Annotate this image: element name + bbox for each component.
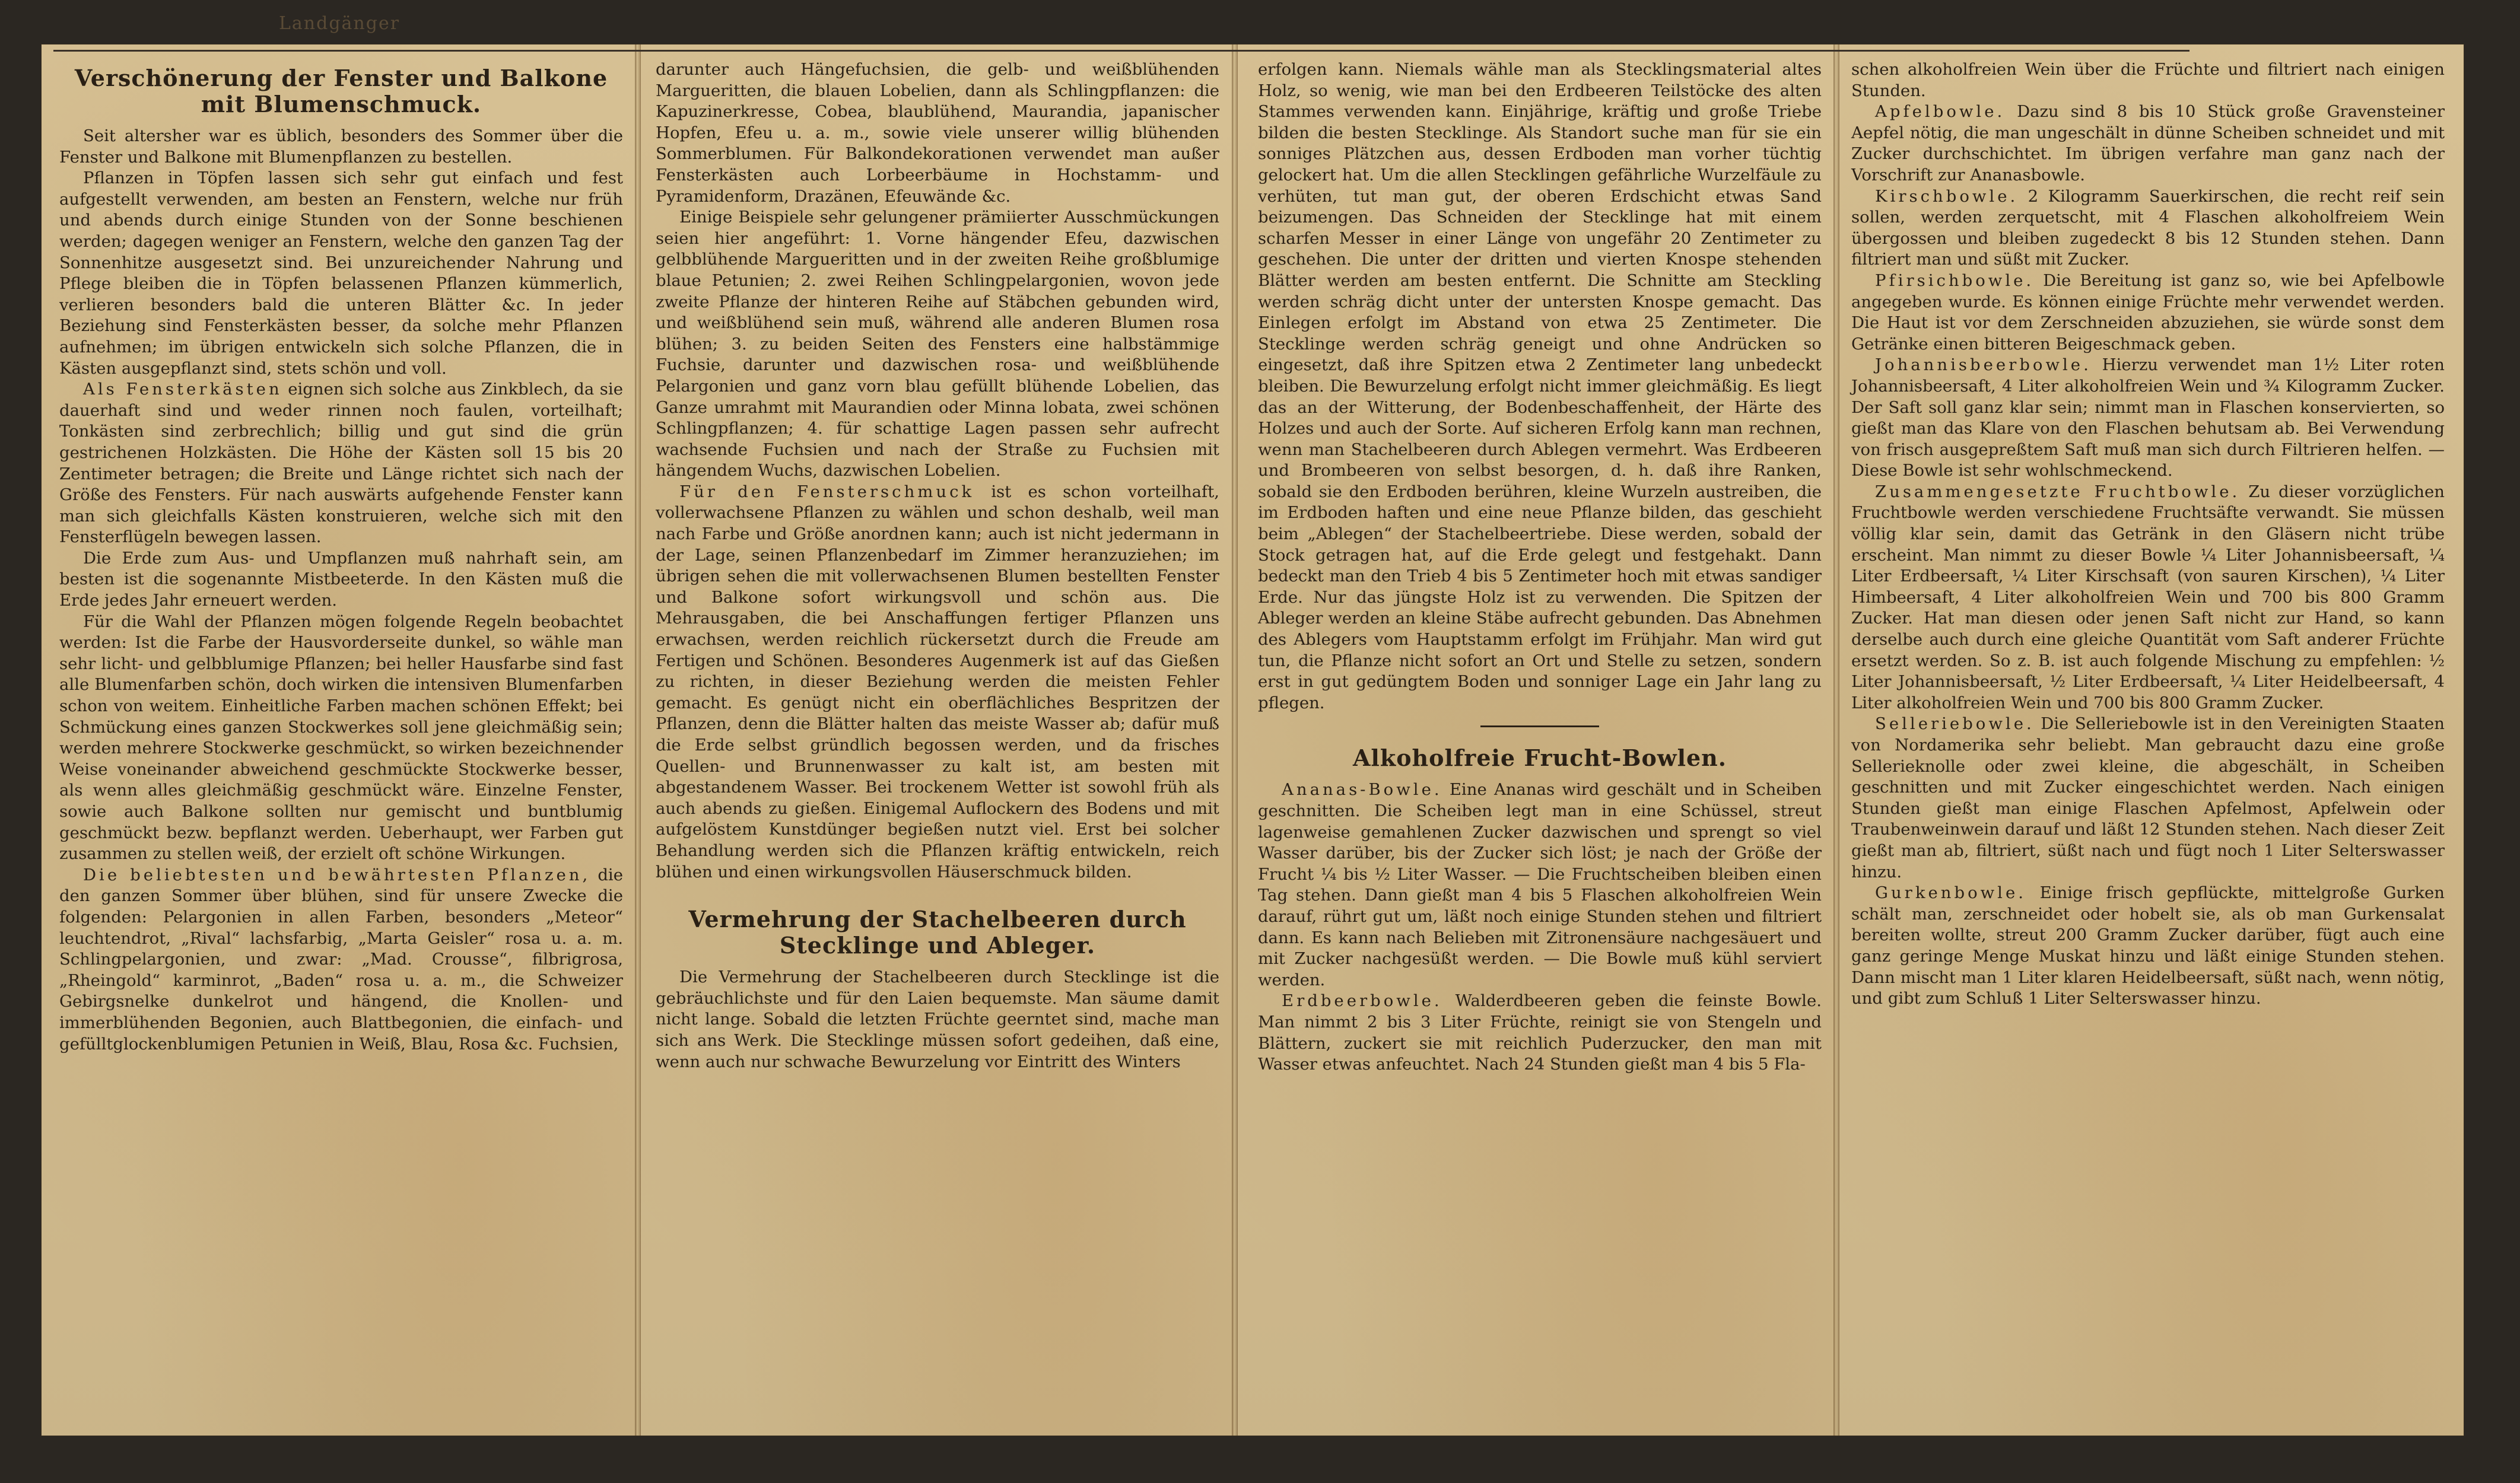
paragraph: [59, 865, 623, 1055]
paragraph: Pflanzen in Töpfen lassen sich sehr gut einfach und fest aufgestellt verwenden, am besten an Fenstern, welche nur früh und abends durch einige Stunden von der Sonne beschienen werden; dagegen weniger an Fenstern, welche den ganzen Tag der Sonnenhitze ausgesetzt sind. Bei unzureichender Nahrung und Pflege bleiben die in Töpfen belassenen Pflanzen kümmerlich, verlieren besonders bald die unteren Blätter &c. In jeder Beziehung sind Fensterkästen besser, da solche mehr Pflanzen aufnehmen; im übrigen entwickeln sich solche Pflanzen, die in Kästen ausgepflanzt sind, stets schön und voll.: [59, 168, 623, 378]
paragraph: Seit altersher war es üblich, besonders des Sommer über die Fenster und Balkone mit Blumenpflanzen zu bestellen.: [59, 126, 623, 167]
lead-in-label: Zusammengesetzte Fruchtbowle.: [1875, 482, 2241, 501]
column-4: [1851, 59, 2445, 1010]
lead-in-label: Kirschbowle.: [1875, 186, 2019, 206]
paragraph: Einige Beispiele sehr gelungener prämiierter Ausschmückungen seien hier angeführt: 1. Vorne hängender Efeu, dazwischen gelbblühende Margueritten und in der zweiten Reihe großblumige blaue Petunien; 2. zwei Reihen Schlingpelargonien, wovon jede zweite Pflanze der hinteren Reihe auf Stäbchen gebunden wird, und weißblühend sein muß, während alle anderen Blumen rosa blühen; 3. zu beiden Seiten des Fensters eine halbstämmige Fuchsie, darunter und dazwischen rosa- und weißblühende Pelargonien und ganz vorn blau gefüllt blühende Lobelien, das Ganze umrahmt mit Maurandien oder Minna lobata, zwei schönen Schlingpflanzen; 4. für schattige Lagen passen sehr aufrecht wachsende Fuchsien und nach der Straße zu Fuchsien mit hängendem Wuchs, dazwischen Lobelien.: [656, 208, 1219, 480]
paragraph: erfolgen kann. Niemals wähle man als Stecklingsmaterial altes Holz, so wenig, wie man bei den Erdbeeren Teilstöcke des alten Stammes verwenden kann. Einjährige, kräftig und große Triebe bilden die besten Stecklinge. Als Standort suche man für sie ein sonniges Plätzchen aus, dessen Erdboden man vorher tüchtig gelockert hat. Um die allen Stecklingen gefährliche Wurzelfäule zu verhüten, tut man gut, der oberen Erdschicht etwas Sand beizumengen. Das Schneiden der Stecklinge hat mit einem scharfen Messer in einer Länge von ungefähr 20 Zentimeter zu geschehen. Die unter der dritten und vierten Knospe stehenden Blätter werden am besten entfernt. Die Schnitte am Steckling werden schräg dicht unter der untersten Knospe gemacht. Das Einlegen erfolgt im Abstand von etwa 25 Zentimeter. Die Stecklinge werden schräg geneigt und ohne Andrücken so eingesetzt, daß ihre Spitzen etwa 2 Zentimeter lang unbedeckt bleiben. Die Bewurzelung erfolgt nicht immer gleichmäßig. Es liegt das an der Witterung, der Bodenbeschaffenheit, der Härte des Holzes und auch der Sorte. Auf sicheren Erfolg kann man rechnen, wenn man Stachelbeeren durch Ablegen vermehrt. Was Erdbeeren und Brombeeren von selbst besorgen, d. h. daß ihre Ranken, sobald sie den Erdboden berühren, kleine Wurzeln austreiben, die im Erdboden haften und eine neue Pflanze bilden, das geschieht beim „Ablegen“ der Stachelbeertriebe. Diese werden, sobald der Stock getragen hat, auf die Erde gelegt und festgehakt. Dann bedeckt man den Trieb 4 bis 5 Zentimeter hoch mit etwas sandiger Erde. Nur das jüngste Holz ist zu verwenden. Die Spitzen der Ableger werden an kleine Stäbe aufrecht gebunden. Das Abnehmen des Ablegers vom Hauptstamm erfolgt im Frühjahr. Man wird gut tun, die Pflanze nicht sofort an Ort und Stelle zu setzen, sondern erst in gut gedüngtem Boden und sonniger Lage ein Jahr lang zu pflegen.: [1258, 60, 1822, 712]
column-1: [59, 59, 623, 1055]
article-title-bowlen: Alkoholfreie Frucht-Bowlen.: [1352, 744, 1727, 772]
fold-line: [635, 44, 641, 1436]
paragraph-text: Walderdbeeren geben die feinste Bowle. Man nimmt 2 bis 3 Liter Früchte, reinigt sie von Stengeln und Blättern, zuckert sie mit reichlich Puderzucker, den man mit Wasser etwas anfeuchtet. Nach 24 Stunden gießt man 4 bis 5 Fla-: [1258, 991, 1822, 1074]
column-3: [1258, 59, 1822, 1075]
lead-in-label: Apfelbowle.: [1875, 102, 2006, 122]
paragraph: schen alkoholfreien Wein über die Früchte und filtriert nach einigen Stunden.: [1851, 60, 2445, 100]
paragraph-text: Zu dieser vorzüglichen Fruchtbowle werden verschiedene Fruchtsäfte verwandt. Sie müssen völlig klar sein, damit das Getränk in den Gläsern nicht trübe erscheint. Man nimmt zu dieser Bowle ¼ Liter Johannisbeersaft, ¼ Liter Erdbeersaft, ¼ Liter Kirschsaft (von sauren Kirschen), ¼ Liter Himbeersaft, 4 Liter alkoholfreien Wein und 700 bis 800 Gramm Zucker. Hat man diesen oder jenen Saft nicht zur Hand, so kann derselbe auch durch eine gleiche Quantität vom Saft anderer Früchte ersetzt werden. So z. B. ist auch folgende Mischung zu empfehlen: ½ Liter Johannisbeersaft, ½ Liter Erdbeersaft, ¼ Liter Heidelbeersaft, 4 Liter alkoholfreien Wein und 700 bis 800 Gramm Zucker.: [1851, 482, 2445, 712]
paragraph: [1851, 186, 2445, 270]
column-2: [656, 59, 1219, 1073]
masthead-fragment: Landgänger: [279, 13, 401, 34]
lead-in-label: Als Fensterkästen: [83, 380, 282, 399]
section-divider: [1480, 725, 1599, 727]
paragraph-text: Hierzu verwendet man 1½ Liter roten Johannisbeersaft, 4 Liter alkoholfreien Wein und ¾ Kilogramm Zucker. Der Saft soll ganz klar sein; nimmt man in Flaschen konservierten, so gießt man das Klare von den Flaschen behutsam ab. Bei Verwendung von frisch ausgepreßtem Saft muß man sich durch Filtrieren helfen. — Diese Bowle ist sehr wohlschmeckend.: [1851, 355, 2445, 480]
paragraph: [1851, 101, 2445, 186]
article-title-fensterschmuck: Verschönerung der Fenster und Balkone mit Blumenschmuck.: [74, 65, 608, 117]
paragraph: [1851, 355, 2445, 482]
article-title-stachelbeeren: Vermehrung der Stachelbeeren durch Stecklinge und Ableger.: [688, 906, 1187, 959]
paragraph-text: Eine Ananas wird geschält und in Scheiben geschnitten. Die Scheiben legt man in eine Schüssel, streut lagenweise gemahlenen Zucker dazwischen und sprengt so viel Wasser darüber, bis der Zucker sich löst; je nach der Größe der Frucht ¼ bis ½ Liter Wasser. — Die Fruchtscheiben bleiben einen Tag stehen. Dann gießt man 4 bis 5 Flaschen alkoholfreien Wein darauf, rührt gut um, läßt noch einige Stunden stehen und filtriert dann. Es kann nach Belieben mit Zitronensäure nachgesäuert und mit Zucker nachgesüßt werden. — Die Bowle muß kühl serviert werden.: [1258, 780, 1822, 989]
lead-in-label: Die beliebtesten und bewährtesten Pflanzen,: [83, 865, 591, 884]
lead-in-label: Johannisbeerbowle.: [1875, 355, 2092, 375]
paragraph-text: Die Bereitung ist ganz so, wie bei Apfelbowle angegeben wurde. Es können einige Früchte mehr verwendet werden. Die Haut ist vor dem Zerschneiden abzuziehen, sie würde sonst dem Getränke einen bitteren Beigeschmack geben.: [1851, 270, 2445, 354]
lead-in-label: Erdbeerbowle.: [1282, 991, 1442, 1011]
paragraph: Die Vermehrung der Stachelbeeren durch Stecklinge ist die gebräuchlichste und für den Laien bequemste. Man säume damit nicht lange. Sobald die letzten Früchte geerntet sind, mache man sich ans Werk. Die Stecklinge müssen sofort gedeihen, daß eine, wenn auch nur schwache Bewurzelung vor Eintritt des Winters: [656, 968, 1219, 1071]
fold-line: [1833, 44, 1839, 1436]
top-rule: [53, 42, 2189, 52]
paragraph: darunter auch Hängefuchsien, die gelb- und weißblühenden Margueritten, die blauen Lobelien, dann als Schlingpflanzen: die Kapuzinerkresse, Cobea, blaublühend, Maurandia, japanischer Hopfen, Efeu u. a. m., sowie viele unserer willig blühenden Sommerblumen. Für Balkondekorationen verwendet man außer Fensterkästen auch Lorbeerbäume in Hochstamm- und Pyramidenform, Drazänen, Efeuwände &c.: [656, 60, 1219, 206]
paragraph-text: ist es schon vorteilhaft, vollerwachsene Pflanzen zu wählen und schon deshalb, weil man nach Farbe und Größe anordnen kann; auch ist nicht jedermann in der Lage, seinen Pflanzenbedarf im Zimmer heranzuziehen; im übrigen sehen die mit vollerwachsenen Blumen bestellten Fenster und Balkone sofort wirkungsvoll und schön aus. Die Mehrausgaben, die bei Anschaffungen fertiger Pflanzen uns erwachsen, werden reichlich rückersetzt durch die Freude am Fertigen und Schönen. Besonderes Augenmerk ist auf das Gießen zu richten, in dieser Beziehung werden die meisten Fehler gemacht. Es genügt nicht ein oberflächliches Bespritzen der Pflanzen, denn die Blätter halten das meiste Wasser ab; dafür muß die Erde selbst gründlich begossen werden, und da frisches Quellen- und Brunnenwasser zu kalt ist, am besten mit abgestandenem Wasser. Bei trockenem Wetter ist sowohl früh als auch abends zu gießen. Einigemal Auflockern des Bodens und mit aufgelöstem Kunstdünger begießen nutzt viel. Erst bei solcher Behandlung werden sich die Pflanzen kräftig entwickeln, reich blühen und einen wirkungsvollen Häuserschmuck bilden.: [656, 482, 1219, 881]
paragraph: [1851, 883, 2445, 1010]
paragraph: [1851, 482, 2445, 714]
paragraph: [1851, 714, 2445, 883]
paragraph: [59, 379, 623, 548]
paragraph-text: 2 Kilogramm Sauerkirschen, die recht reif sein sollen, werden zerquetscht, mit 4 Flaschen alkoholfreiem Wein übergossen und bleiben zugedeckt 8 bis 12 Stunden stehen. Dann filtriert man und süßt mit Zucker.: [1851, 186, 2445, 269]
paragraph: [1258, 779, 1822, 991]
lead-in-label: Pfirsichbowle.: [1875, 270, 2035, 290]
paragraph: [1258, 991, 1822, 1075]
lead-in-label: Selleriebowle.: [1875, 714, 2035, 734]
paragraph-text: eignen sich solche aus Zinkblech, da sie dauerhaft sind und weder rinnen noch faulen, vorteilhaft; Tonkästen sind zerbrechlich; billig und gut sind die grün gestrichenen Holzkästen. Die Höhe der Kästen soll 15 bis 20 Zentimeter betragen; die Breite und Länge richtet sich nach der Größe des Fensters. Für nach auswärts aufgehende Fenster kann man sich gleichfalls Kästen konstruieren, welche sich mit den Fensterflügeln bewegen lassen.: [59, 380, 623, 547]
lead-in-label: Gurkenbowle.: [1875, 883, 2026, 903]
paragraph-text: Dazu sind 8 bis 10 Stück große Gravensteiner Aepfel nötig, die man ungeschält in dünne Scheiben schneidet und mit Zucker durchschichtet. Im übrigen verfahre man ganz nach der Vorschrift zur Ananasbowle.: [1851, 102, 2445, 184]
paragraph-text: Die Selleriebowle ist in den Vereinigten Staaten von Nordamerika sehr beliebt. Man gebraucht dazu eine große Sellerieknolle oder zwei kleine, die abgeschält, in Scheiben geschnitten und mit Zucker eingeschichtet werden. Nach einigen Stunden gießt man einige Flaschen Apfelmost, Apfelwein oder Traubenweinwein darauf und läßt 12 Stunden stehen. Nach dieser Zeit gießt man ab, filtriert, süßt nach und fügt noch 1 Liter Selterswasser hinzu.: [1851, 714, 2445, 881]
paragraph: Die Erde zum Aus- und Umpflanzen muß nahrhaft sein, am besten ist die sogenannte Mistbeeterde. In den Kästen muß die Erde jedes Jahr erneuert werden.: [59, 548, 623, 610]
paragraph: [1851, 270, 2445, 355]
paragraph-text: Einige frisch gepflückte, mittelgroße Gurken schält man, zerschneidet oder hobelt sie, als ob man Gurkensalat bereiten wollte, streut 200 Gramm Zucker darüber, fügt auch eine ganz geringe Menge Muskat hinzu und läßt einige Stunden stehen. Dann mischt man 1 Liter klaren Heidelbeersaft, süßt nach, wenn nötig, und gibt zum Schluß 1 Liter Selterswasser hinzu.: [1851, 883, 2445, 1008]
lead-in-label: Für den Fensterschmuck: [679, 482, 975, 501]
paragraph: [656, 482, 1219, 883]
lead-in-label: Ananas-Bowle.: [1282, 780, 1442, 800]
paragraph-text: die den ganzen Sommer über blühen, sind für unsere Zwecke die folgenden: Pelargonien in allen Farben, besonders „Meteor“ leuchtendrot, „Rival“ lachsfarbig, „Marta Geisler“ rosa u. a. m. Schlingpelargonien, und zwar: „Mad. Crousse“, filbrigrosa, „Rheingold“ karminrot, „Baden“ rosa u. a. m., die Schweizer Gebirgsnelke dunkelrot und hängend, die Knollen- und immerblühenden Begonien, auch Blattbegonien, die einfach- und gefülltglockenblumigen Petunien in Weiß, Blau, Rosa &c. Fuchsien,: [59, 865, 624, 1054]
paragraph: Für die Wahl der Pflanzen mögen folgende Regeln beobachtet werden: Ist die Farbe der Hausvorderseite dunkel, so wähle man sehr licht- und gelbblumige Pflanzen; bei heller Hausfarbe sind fast alle Blumenfarben schön, doch wirken die intensiven Blumenfarben schon von weitem. Einheitliche Farben machen schönen Effekt; bei Schmückung eines ganzen Stockwerkes soll jene gleichmäßig sein; werden mehrere Stockwerke geschmückt, so wirken bezeichnender Weise voneinander abweichend geschmückte Stockwerke besser, als wenn alles gleichmäßig geschmückt wäre. Einzelne Fenster, sowie auch Balkone sollten nur gemischt und buntblumig geschmückt bezw. bepflanzt werden. Ueberhaupt, wer Farben gut zusammen zu stellen weiß, der erzielt oft schöne Wirkungen.: [59, 612, 623, 864]
fold-line: [1232, 44, 1238, 1436]
